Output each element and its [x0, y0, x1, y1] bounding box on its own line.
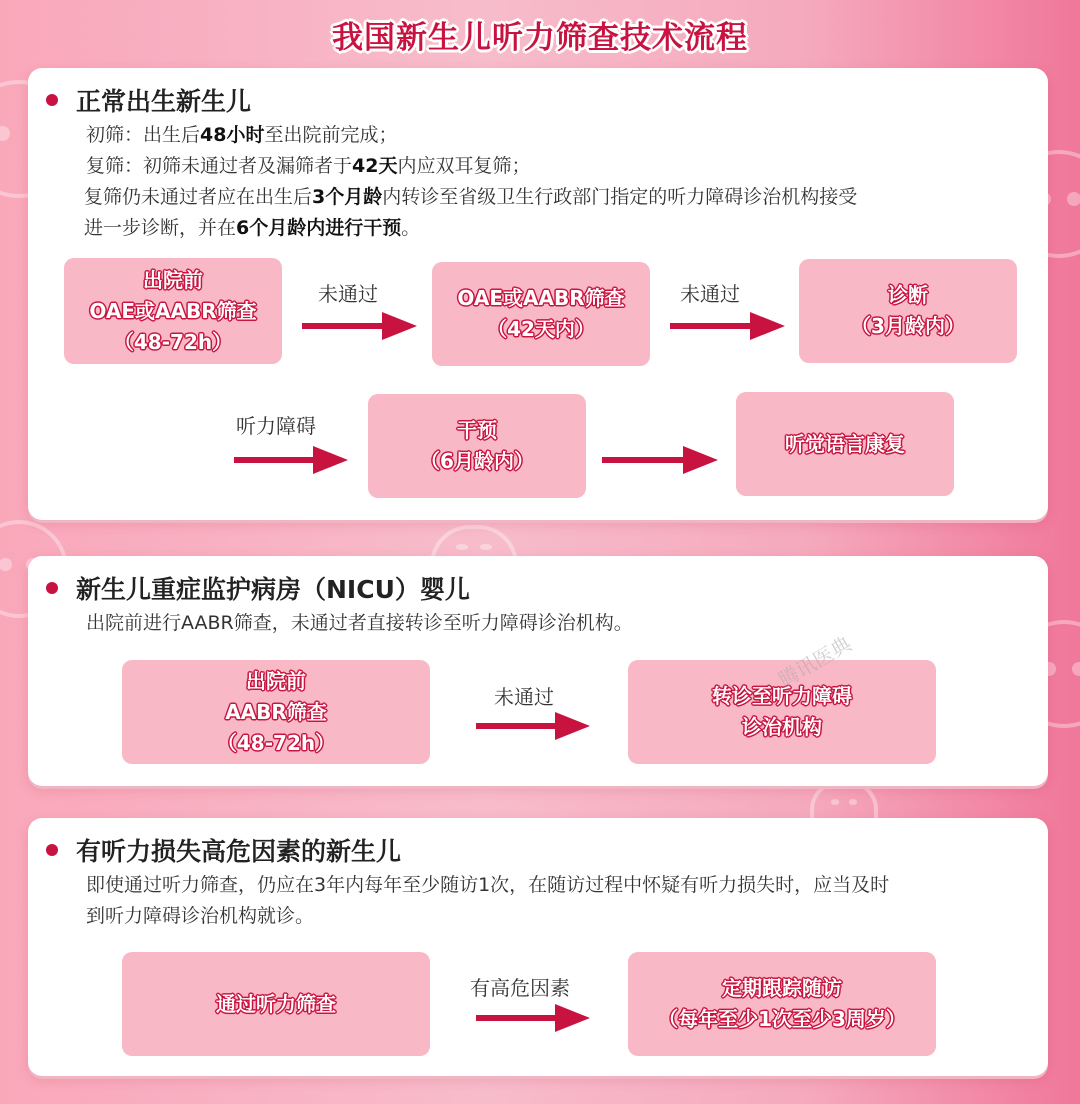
step-box-diagnosis: 诊断 （3月龄内） [799, 259, 1017, 363]
step-box-discharge-screening: 出院前 OAE或AABR筛查 （48-72h） [64, 258, 282, 364]
section-title: 有听力损失高危因素的新生儿 [76, 837, 402, 866]
section-high-risk [28, 818, 1048, 1076]
step-box-referral: 转诊至听力障碍 诊治机构 [628, 660, 936, 764]
desc-line-initial-screening: 初筛：出生后48小时至出院前完成； [86, 124, 398, 146]
section-title: 新生儿重症监护病房（NICU）婴儿 [76, 575, 470, 604]
desc-line-referral: 复筛仍未通过者应在出生后3个月龄内转诊至省级卫生行政部门指定的听力障碍诊治机构接受 [84, 186, 858, 208]
arrow-label-not-passed: 未通过 [680, 282, 740, 306]
section-description [86, 120, 857, 244]
arrow-label-hearing-impairment: 听力障碍 [236, 414, 316, 438]
desc-line: 到听力障碍诊治机构就诊。 [86, 905, 315, 927]
arrow-icon [476, 1004, 590, 1032]
step-box-follow-up: 定期跟踪随访 （每年至少1次至少3周岁） [628, 952, 936, 1056]
arrow-icon [302, 312, 417, 340]
desc-line-rescreening: 复筛：初筛未通过者及漏筛者于42天内应双耳复筛； [86, 155, 531, 177]
step-box-discharge-aabr: 出院前 AABR筛查 （48-72h） [122, 660, 430, 764]
arrow-label-high-risk: 有高危因素 [470, 976, 570, 1000]
page-title: 我国新生儿听力筛查技术流程 [332, 20, 748, 56]
section-normal-birth [28, 68, 1048, 520]
section-description: 出院前进行AABR筛查，未通过者直接转诊至听力障碍诊治机构。 [86, 612, 633, 634]
desc-line: 即使通过听力筛查，仍应在3年内每年至少随访1次，在随访过程中怀疑有听力损失时，应当及时 [86, 874, 890, 896]
step-box-rehabilitation: 听觉语言康复 [736, 392, 954, 496]
title-area [0, 12, 1080, 57]
arrow-icon [476, 712, 590, 740]
section-header [46, 570, 470, 606]
desc-line-intervention: 进一步诊断，并在6个月龄内进行干预。 [84, 217, 421, 239]
section-description [86, 870, 889, 932]
watermark-logo: 腾讯医典 [774, 631, 856, 693]
arrow-label-not-passed: 未通过 [318, 282, 378, 306]
section-nicu [28, 556, 1048, 786]
section-header [46, 82, 251, 118]
arrow-label-not-passed: 未通过 [494, 685, 554, 709]
bullet-icon [46, 844, 58, 856]
step-box-passed-screening: 通过听力筛查 [122, 952, 430, 1056]
section-title: 正常出生新生儿 [76, 87, 252, 116]
arrow-icon [670, 312, 785, 340]
section-header [46, 832, 401, 868]
bullet-icon [46, 94, 58, 106]
step-box-rescreening: OAE或AABR筛查 （42天内） [432, 262, 650, 366]
step-box-intervention: 干预 （6月龄内） [368, 394, 586, 498]
bullet-icon [46, 582, 58, 594]
arrow-icon [602, 446, 718, 474]
arrow-icon [234, 446, 348, 474]
